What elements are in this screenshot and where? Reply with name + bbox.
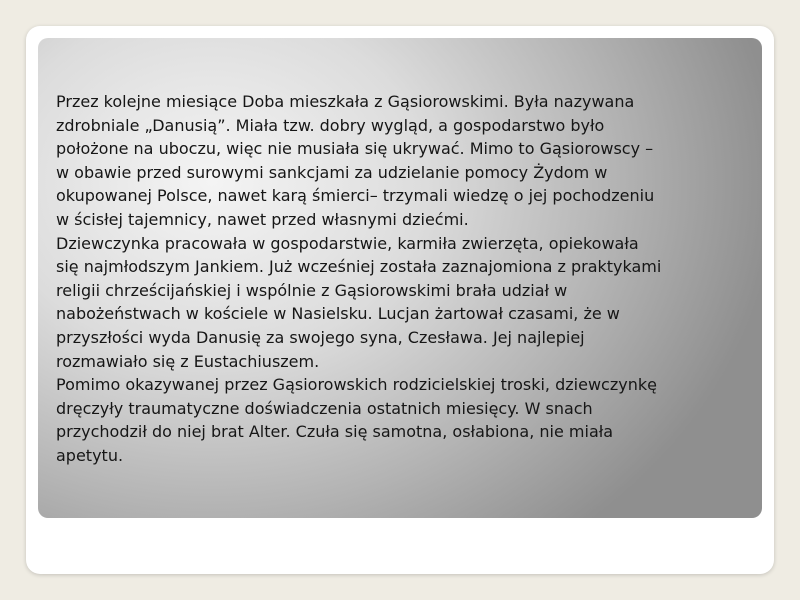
- text-line: się najmłodszym Jankiem. Już wcześniej została zaznajomiona z praktykami: [56, 257, 662, 277]
- text-line: Dziewczynka pracowała w gospodarstwie, karmiła zwierzęta, opiekowała: [56, 233, 639, 253]
- text-line: nabożeństwach w kościele w Nasielsku. Lucjan żartował czasami, że w: [56, 304, 620, 324]
- text-line: przyszłości wyda Danusię za swojego syna, Czesława. Jej najlepiej: [56, 327, 585, 347]
- text-line: w obawie przed surowymi sankcjami za udzielanie pomocy Żydom w: [56, 162, 608, 182]
- text-line: religii chrześcijańskiej i wspólnie z Gąsiorowskimi brała udział w: [56, 280, 568, 300]
- text-line: rozmawiało się z Eustachiuszem.: [56, 351, 320, 371]
- text-line: Przez kolejne miesiące Doba mieszkała z Gąsiorowskimi. Była nazywana: [56, 92, 635, 111]
- text-line: dręczyły traumatyczne doświadczenia ostatnich miesięcy. W snach: [56, 398, 593, 418]
- text-line: zdrobniale „Danusią”. Miała tzw. dobry wygląd, a gospodarstwo było: [56, 115, 605, 135]
- slide-text: [56, 90, 746, 468]
- text-line: Pomimo okazywanej przez Gąsiorowskich rodzicielskiej troski, dziewczynkę: [56, 375, 657, 395]
- text-line: okupowanej Polsce, nawet karą śmierci– trzymali wiedzę o jej pochodzeniu: [56, 186, 655, 206]
- text-line: przychodził do niej brat Alter. Czuła się samotna, osłabiona, nie miała: [56, 422, 614, 442]
- text-line: w ścisłej tajemnicy, nawet przed własnymi dziećmi.: [56, 209, 469, 229]
- text-line: apetytu.: [56, 445, 124, 465]
- text-line: położone na uboczu, więc nie musiała się ukrywać. Mimo to Gąsiorowscy –: [56, 139, 654, 159]
